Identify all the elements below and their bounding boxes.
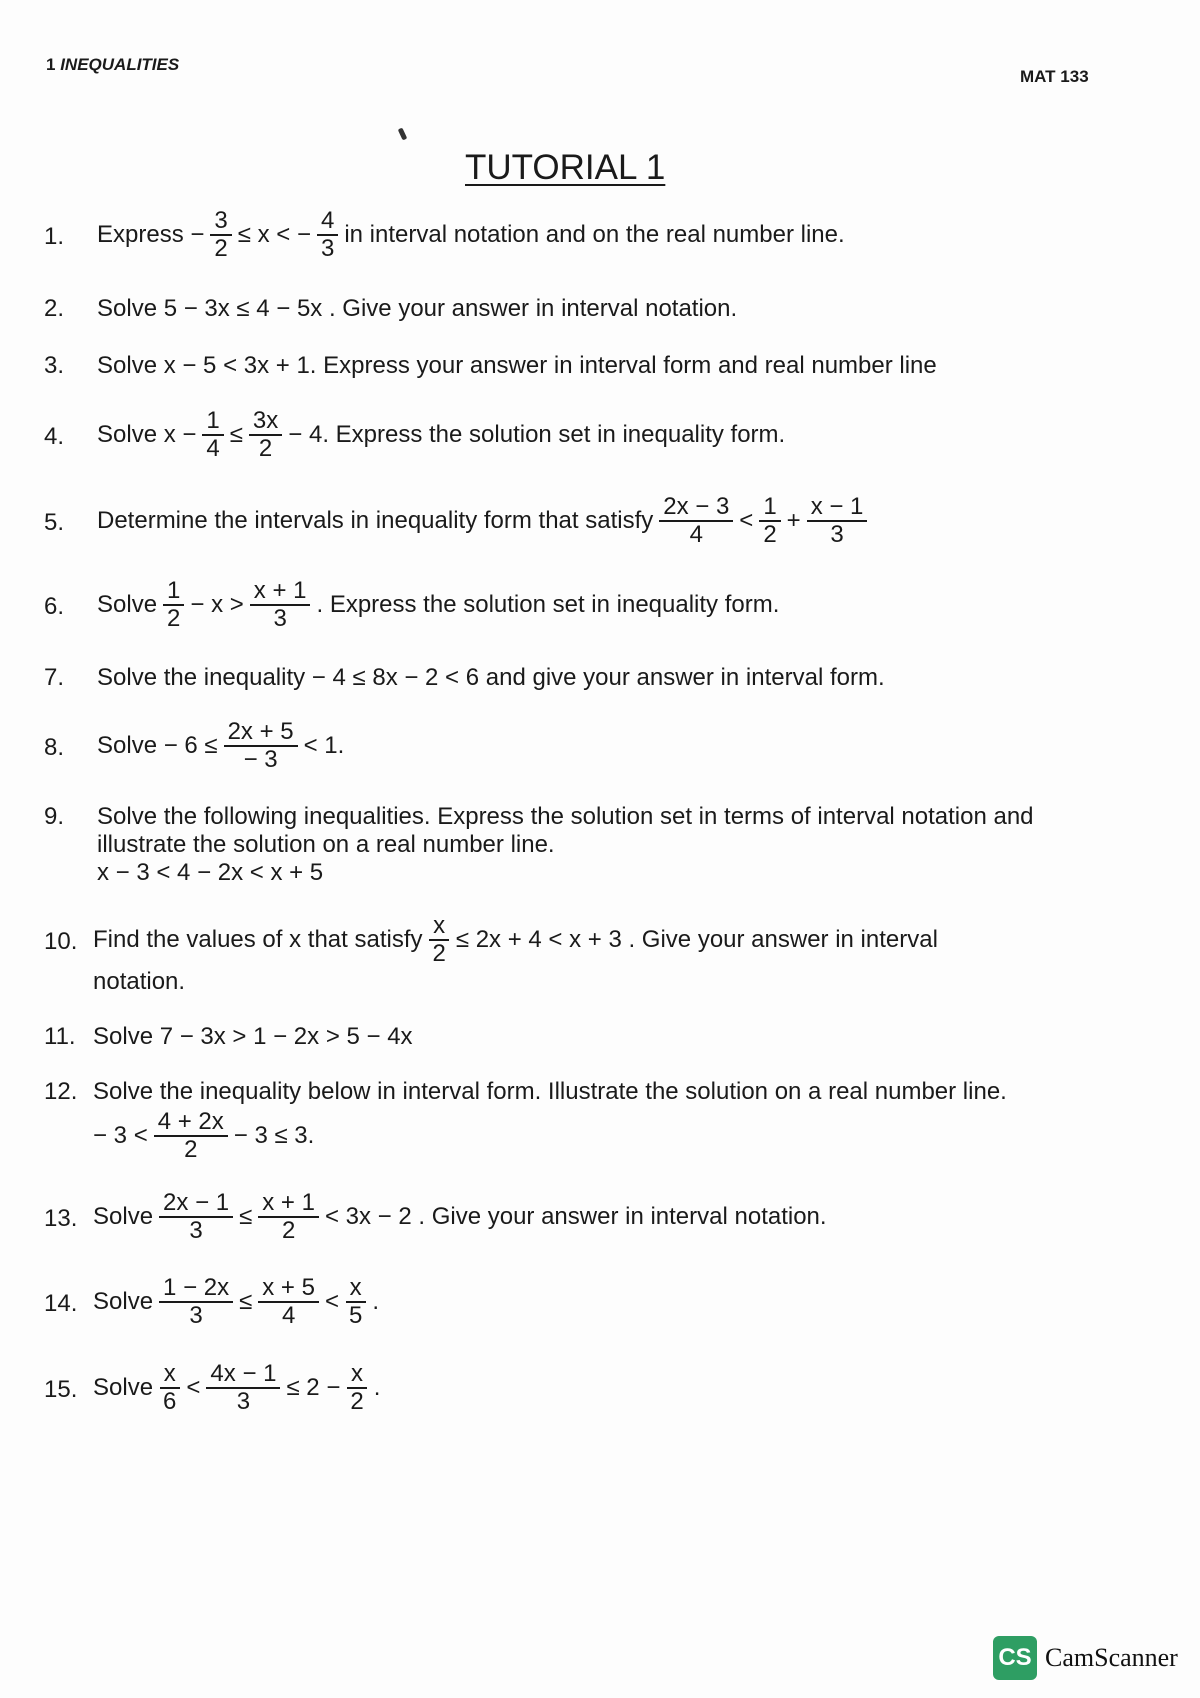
denominator: 4	[689, 521, 703, 548]
question-text	[97, 719, 1117, 773]
numerator: x + 5	[258, 1275, 319, 1303]
fraction	[659, 494, 733, 548]
question-text: Solve 5 − 3x ≤ 4 − 5x . Give your answer in interval notation.	[97, 295, 738, 322]
text-part: <	[324, 1288, 339, 1315]
question-text	[93, 913, 1113, 967]
question-text: Solve the inequality − 4 ≤ 8x − 2 < 6 and give your answer in interval form.	[97, 664, 885, 691]
numerator: 4x − 1	[206, 1361, 280, 1389]
text-part: Solve	[93, 1288, 154, 1315]
fraction	[345, 1275, 366, 1329]
math-expression	[93, 1109, 1113, 1163]
fraction	[224, 719, 298, 773]
question-text	[97, 803, 1117, 887]
denominator: 2	[432, 940, 446, 967]
fraction	[154, 1109, 228, 1163]
text-part: Solve	[93, 1374, 154, 1401]
denominator: − 3	[243, 746, 278, 773]
text-part: < 1.	[303, 732, 345, 759]
question-text	[97, 494, 1117, 548]
question-text	[97, 578, 1117, 632]
fraction	[250, 578, 311, 632]
camscanner-logo-icon: CS	[993, 1636, 1037, 1680]
question-text	[93, 1275, 1113, 1329]
question-text	[97, 408, 1117, 462]
numerator: x	[347, 1361, 367, 1389]
numerator: x	[429, 913, 449, 941]
question-text: Solve the inequality below in interval form. Illustrate the solution on a real number line.	[93, 1078, 1007, 1105]
text-part: Find the values of x that satisfy	[93, 926, 423, 953]
question-number: 15.	[44, 1376, 78, 1403]
text-part: Solve	[97, 591, 158, 618]
text-part: ≤	[229, 421, 243, 448]
question-text-line2: notation.	[93, 968, 186, 995]
denominator: 3	[273, 605, 287, 632]
fraction	[210, 208, 231, 262]
text-part: .	[372, 1288, 380, 1315]
numerator: x − 1	[807, 494, 868, 522]
denominator: 2	[763, 521, 777, 548]
question-number: 7.	[44, 664, 65, 691]
text-part: +	[786, 507, 801, 534]
text-part: − 3 ≤ 3.	[233, 1122, 315, 1149]
fraction	[159, 1190, 233, 1244]
denominator: 6	[163, 1388, 177, 1415]
question-number: 10.	[44, 928, 78, 955]
question-number: 2.	[44, 295, 65, 322]
fraction	[163, 578, 184, 632]
text-part: < 3x − 2 . Give your answer in interval notation.	[324, 1203, 827, 1230]
question-number: 14.	[44, 1290, 78, 1317]
question-number: 5.	[44, 509, 65, 536]
course-code: MAT 133	[1020, 67, 1089, 86]
text-part: − 4. Express the solution set in inequality form.	[288, 421, 786, 448]
denominator: 2	[184, 1136, 198, 1163]
text-part: <	[739, 507, 754, 534]
denominator: 4	[281, 1302, 296, 1329]
text-part: .	[373, 1374, 381, 1401]
text-line: Solve the following inequalities. Express the solution set in terms of interval notation and	[97, 803, 1034, 830]
fraction	[258, 1275, 319, 1329]
fraction	[206, 1361, 280, 1415]
text-part: ≤	[239, 1203, 253, 1230]
numerator: 1	[759, 494, 780, 522]
chapter-number: 1	[46, 55, 56, 74]
numerator: x	[160, 1361, 180, 1389]
camscanner-watermark	[993, 1636, 1178, 1680]
pen-mark	[398, 128, 408, 141]
math-expression: x − 3 < 4 − 2x < x + 5	[97, 859, 324, 886]
question-text: Solve 7 − 3x > 1 − 2x > 5 − 4x	[93, 1023, 413, 1050]
numerator: x	[346, 1275, 366, 1303]
fraction	[202, 408, 223, 462]
denominator: 3	[830, 521, 844, 548]
numerator: 3x	[249, 408, 282, 436]
fraction	[258, 1190, 319, 1244]
fraction	[317, 208, 338, 262]
text-part: ≤ x < −	[237, 221, 311, 248]
numerator: 4 + 2x	[154, 1109, 228, 1137]
page-title: TUTORIAL 1	[465, 148, 666, 187]
denominator: 3	[320, 235, 335, 262]
text-part: <	[186, 1374, 201, 1401]
question-text	[93, 1190, 1113, 1244]
text-part: Determine the intervals in inequality form that satisfy	[97, 507, 654, 534]
question-text	[93, 1361, 1113, 1415]
text-line: illustrate the solution on a real number line.	[97, 831, 555, 858]
question-number: 6.	[44, 593, 65, 620]
chapter-header	[46, 55, 179, 75]
fraction	[249, 408, 282, 462]
fraction	[759, 494, 780, 548]
numerator: x + 1	[258, 1190, 319, 1218]
numerator: 1	[163, 578, 184, 606]
numerator: 3	[210, 208, 231, 236]
question-number: 4.	[44, 423, 65, 450]
denominator: 2	[214, 235, 228, 262]
question-number: 3.	[44, 352, 65, 379]
fraction	[159, 1361, 180, 1415]
denominator: 3	[189, 1217, 203, 1244]
text-part: ≤ 2x + 4 < x + 3 . Give your answer in interval	[455, 926, 938, 953]
fraction	[159, 1275, 233, 1329]
denominator: 5	[348, 1302, 363, 1329]
text-part: ≤	[239, 1288, 253, 1315]
fraction	[429, 913, 450, 967]
text-part: Solve	[93, 1203, 154, 1230]
text-part: Solve − 6 ≤	[97, 732, 218, 759]
text-part: − x >	[190, 591, 244, 618]
numerator: 1 − 2x	[159, 1275, 233, 1303]
chapter-title: INEQUALITIES	[60, 55, 180, 74]
question-number: 11.	[44, 1023, 76, 1050]
numerator: 1	[202, 408, 223, 436]
denominator: 2	[167, 605, 181, 632]
denominator: 2	[281, 1217, 296, 1244]
text-part: . Express the solution set in inequality form.	[316, 591, 780, 618]
numerator: 2x − 1	[159, 1190, 233, 1218]
fraction	[807, 494, 868, 548]
question-text: Solve x − 5 < 3x + 1. Express your answer in interval form and real number line	[97, 352, 937, 379]
question-text	[97, 208, 1117, 262]
denominator: 2	[258, 435, 273, 462]
text-part: Solve x −	[97, 421, 197, 448]
denominator: 2	[350, 1388, 364, 1415]
question-number: 1.	[44, 223, 65, 250]
question-number: 12.	[44, 1078, 78, 1105]
fraction	[346, 1361, 367, 1415]
text-part: in interval notation and on the real number line.	[344, 221, 845, 248]
denominator: 4	[206, 435, 220, 462]
question-number: 8.	[44, 734, 65, 761]
numerator: 2x + 5	[224, 719, 298, 747]
text-part: − 3 <	[93, 1122, 148, 1149]
numerator: 2x − 3	[659, 494, 733, 522]
numerator: 4	[317, 208, 338, 236]
denominator: 3	[236, 1388, 251, 1415]
camscanner-name: CamScanner	[1045, 1643, 1178, 1672]
text-part: Express −	[97, 221, 205, 248]
text-part: ≤ 2 −	[286, 1374, 341, 1401]
numerator: x + 1	[250, 578, 311, 606]
question-number: 9.	[44, 803, 65, 830]
denominator: 3	[189, 1302, 203, 1329]
question-number: 13.	[44, 1205, 78, 1232]
